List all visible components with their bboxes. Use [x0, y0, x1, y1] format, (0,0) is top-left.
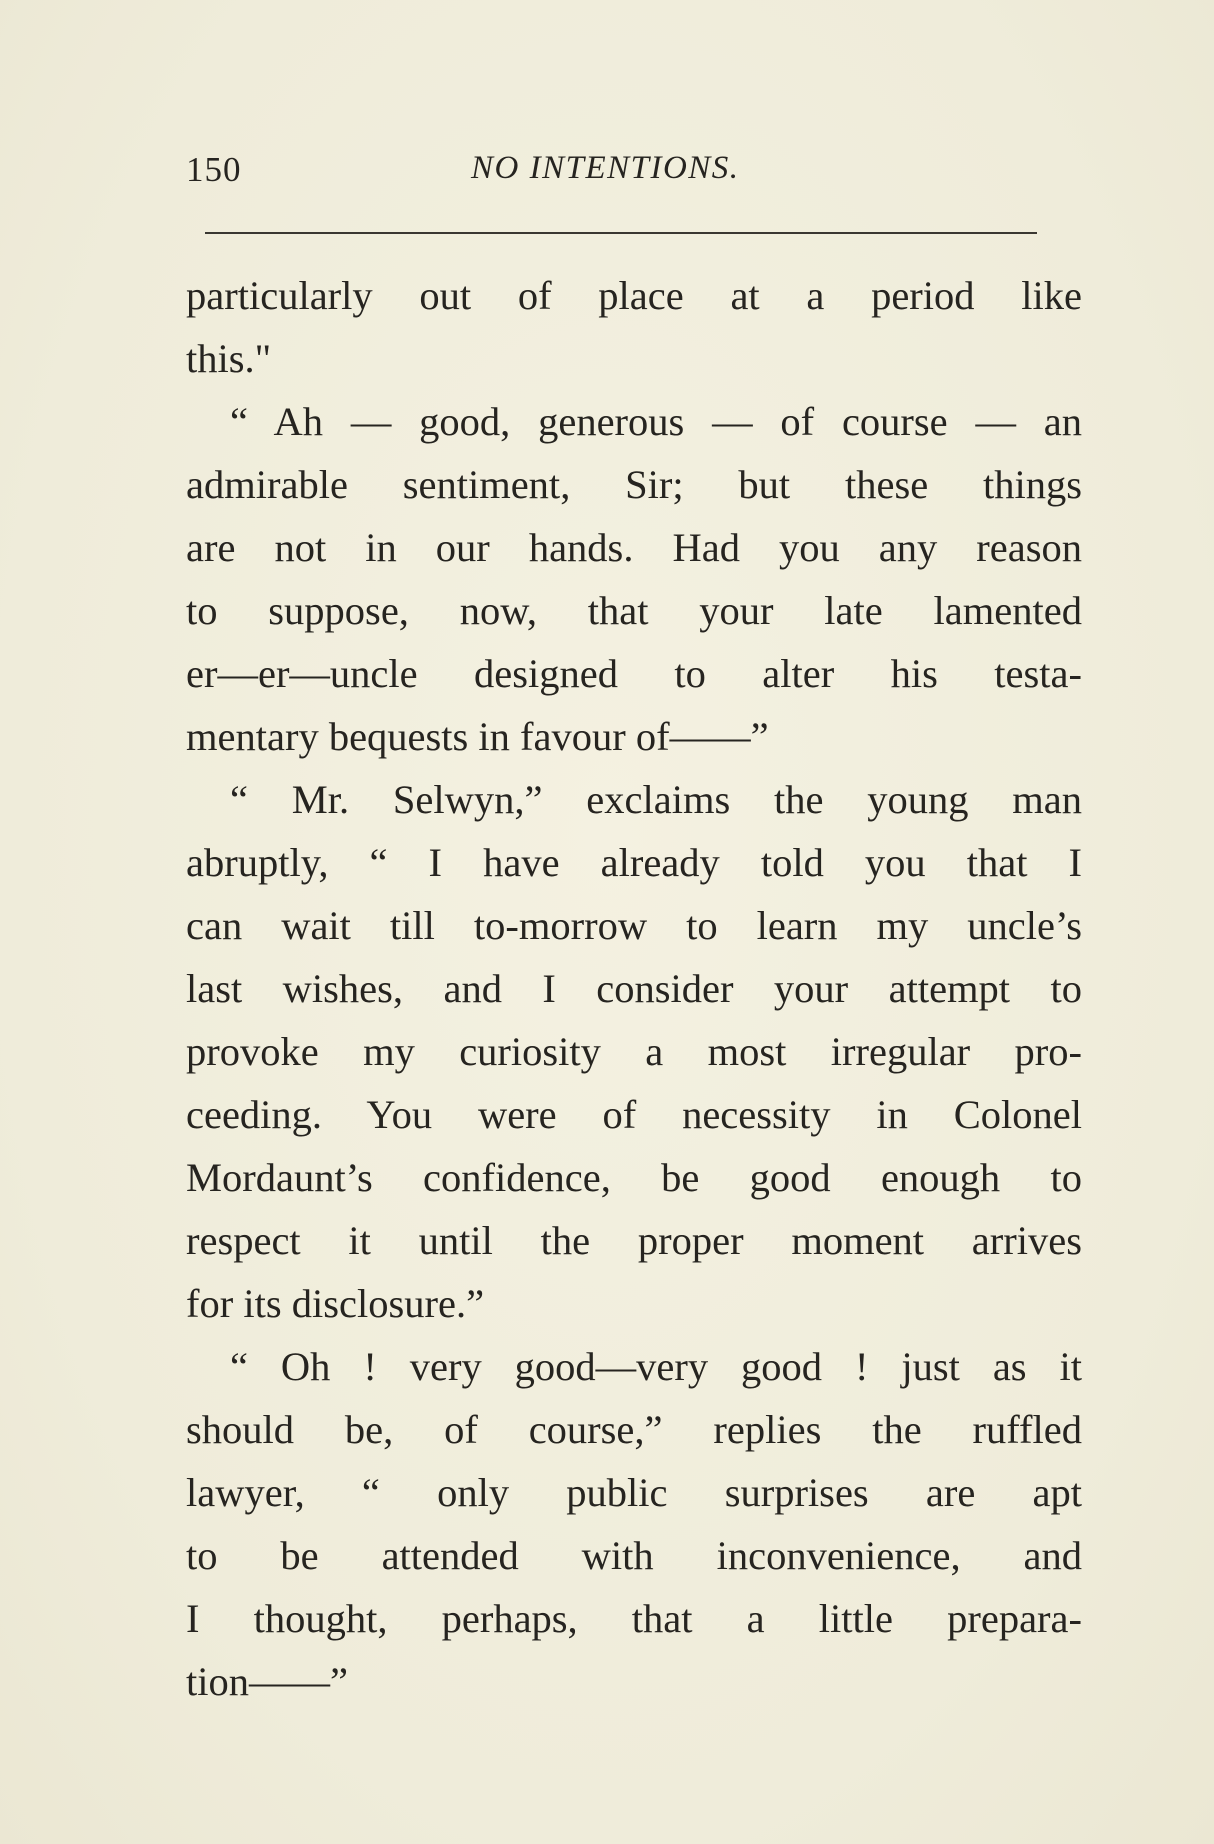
- page-header: [186, 150, 1036, 200]
- text-line: tion——”: [186, 1659, 348, 1704]
- text-line: abruptly, “ I have already told you that I: [186, 840, 1082, 885]
- text-line: “ Ah — good, generous — of course — an: [230, 399, 1082, 444]
- page-number: 150: [186, 150, 242, 189]
- text-line: I thought, perhaps, that a little prepara-: [186, 1596, 1082, 1641]
- text-line: mentary bequests in favour of——”: [186, 714, 769, 759]
- text-line: lawyer, “ only public surprises are apt: [186, 1470, 1082, 1515]
- running-title: NO INTENTIONS.: [471, 150, 740, 186]
- body-text: [186, 264, 1082, 1713]
- text-line: to suppose, now, that your late lamented: [186, 588, 1082, 633]
- text-line: to be attended with inconvenience, and: [186, 1533, 1082, 1578]
- text-line: this.": [186, 336, 272, 381]
- text-line: “ Oh ! very good—very good ! just as it: [230, 1344, 1082, 1389]
- header-rule: [205, 232, 1037, 234]
- text-line: particularly out of place at a period like: [186, 273, 1082, 318]
- text-line: respect it until the proper moment arrives: [186, 1218, 1082, 1263]
- text-line: for its disclosure.”: [186, 1281, 485, 1326]
- text-line: last wishes, and I consider your attempt to: [186, 966, 1082, 1011]
- text-line: are not in our hands. Had you any reason: [186, 525, 1082, 570]
- text-line: should be, of course,” replies the ruffled: [186, 1407, 1082, 1452]
- text-line: can wait till to-morrow to learn my uncle’s: [186, 903, 1082, 948]
- text-line: er—er—uncle designed to alter his testa-: [186, 651, 1082, 696]
- text-line: ceeding. You were of necessity in Colonel: [186, 1092, 1082, 1137]
- text-line: admirable sentiment, Sir; but these things: [186, 462, 1082, 507]
- text-line: provoke my curiosity a most irregular pro-: [186, 1029, 1082, 1074]
- text-line: Mordaunt’s confidence, be good enough to: [186, 1155, 1082, 1200]
- text-line: “ Mr. Selwyn,” exclaims the young man: [230, 777, 1082, 822]
